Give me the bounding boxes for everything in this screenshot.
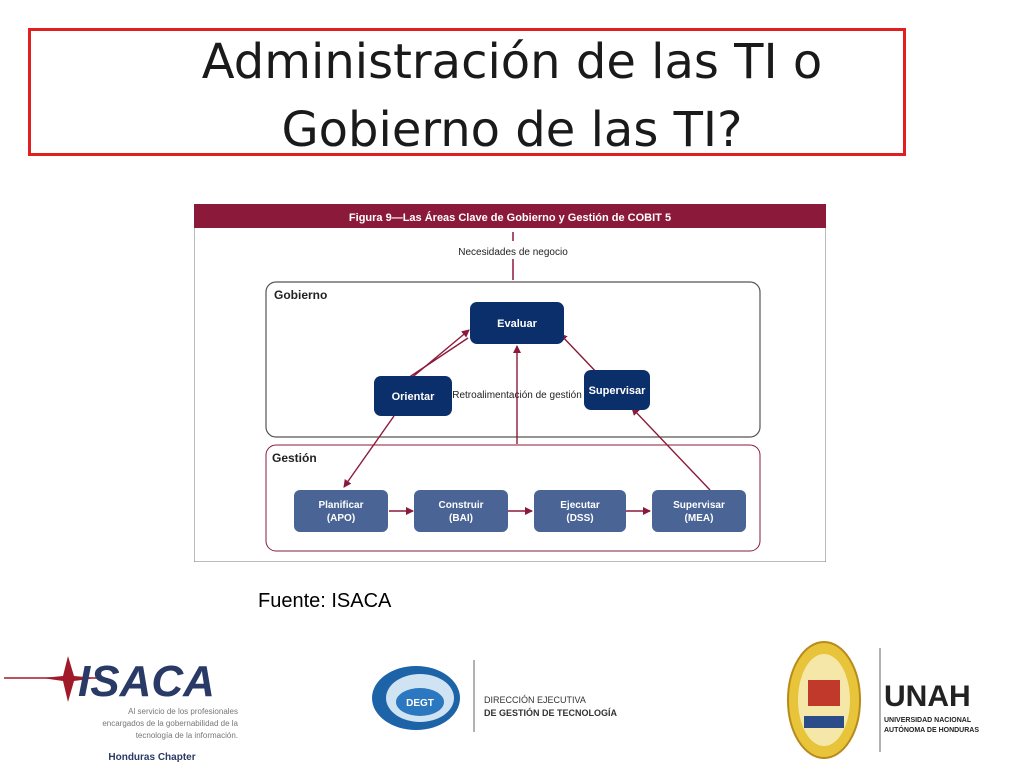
- source-caption: Fuente: ISACA: [258, 590, 392, 612]
- business-needs-label: Necesidades de negocio: [458, 247, 568, 258]
- box-mea: [652, 490, 746, 532]
- box-mea-code: (MEA): [684, 513, 714, 524]
- box-apo: [294, 490, 388, 532]
- unah-line-2: AUTÓNOMA DE HONDURAS: [884, 727, 980, 734]
- slide-title-line-2: Gobierno de las TI?: [281, 102, 743, 158]
- management-label: Gestión: [272, 451, 317, 465]
- unah-seal-shield: [808, 680, 840, 706]
- box-dss-name: Ejecutar: [560, 500, 600, 511]
- box-orientar-label: Orientar: [391, 391, 435, 403]
- box-dss-code: (DSS): [566, 513, 594, 524]
- box-apo-name: Planificar: [318, 500, 364, 511]
- unah-wordmark: UNAH: [884, 680, 971, 713]
- isaca-logo: [0, 648, 280, 766]
- degt-badge-text: DEGT: [406, 698, 434, 709]
- isaca-tagline-2: encargados de la gobernabilidad de la: [102, 719, 238, 728]
- cobit-figure: [194, 204, 826, 562]
- degt-logo: [372, 656, 672, 736]
- box-bai-code: (BAI): [449, 513, 473, 524]
- isaca-tagline-3: tecnología de la información.: [135, 731, 238, 740]
- box-bai: [414, 490, 508, 532]
- figure-header-text: Figura 9—Las Áreas Clave de Gobierno y Gestión de COBIT 5: [348, 212, 672, 224]
- box-evaluar-label: Evaluar: [497, 318, 537, 330]
- feedback-label: Retroalimentación de gestión: [452, 390, 582, 401]
- degt-line-2: DE GESTIÓN DE TECNOLOGÍA: [484, 708, 618, 718]
- degt-line-1: DIRECCIÓN EJECUTIVA: [484, 695, 586, 705]
- isaca-tagline-1: Al servicio de los profesionales: [128, 707, 238, 716]
- box-dss: [534, 490, 626, 532]
- box-mea-name: Supervisar: [673, 500, 725, 511]
- unah-seal-band: [804, 716, 844, 728]
- unah-logo: [786, 640, 1022, 762]
- box-apo-code: (APO): [326, 513, 356, 524]
- unah-line-1: UNIVERSIDAD NACIONAL: [884, 717, 972, 724]
- slide-title-line-1: Administración de las TI o: [201, 34, 823, 90]
- isaca-chapter: Honduras Chapter: [108, 752, 196, 763]
- governance-label: Gobierno: [274, 288, 328, 302]
- box-bai-name: Construir: [438, 500, 484, 511]
- box-supervisar-label: Supervisar: [588, 385, 646, 397]
- isaca-wordmark: ISACA: [78, 657, 215, 706]
